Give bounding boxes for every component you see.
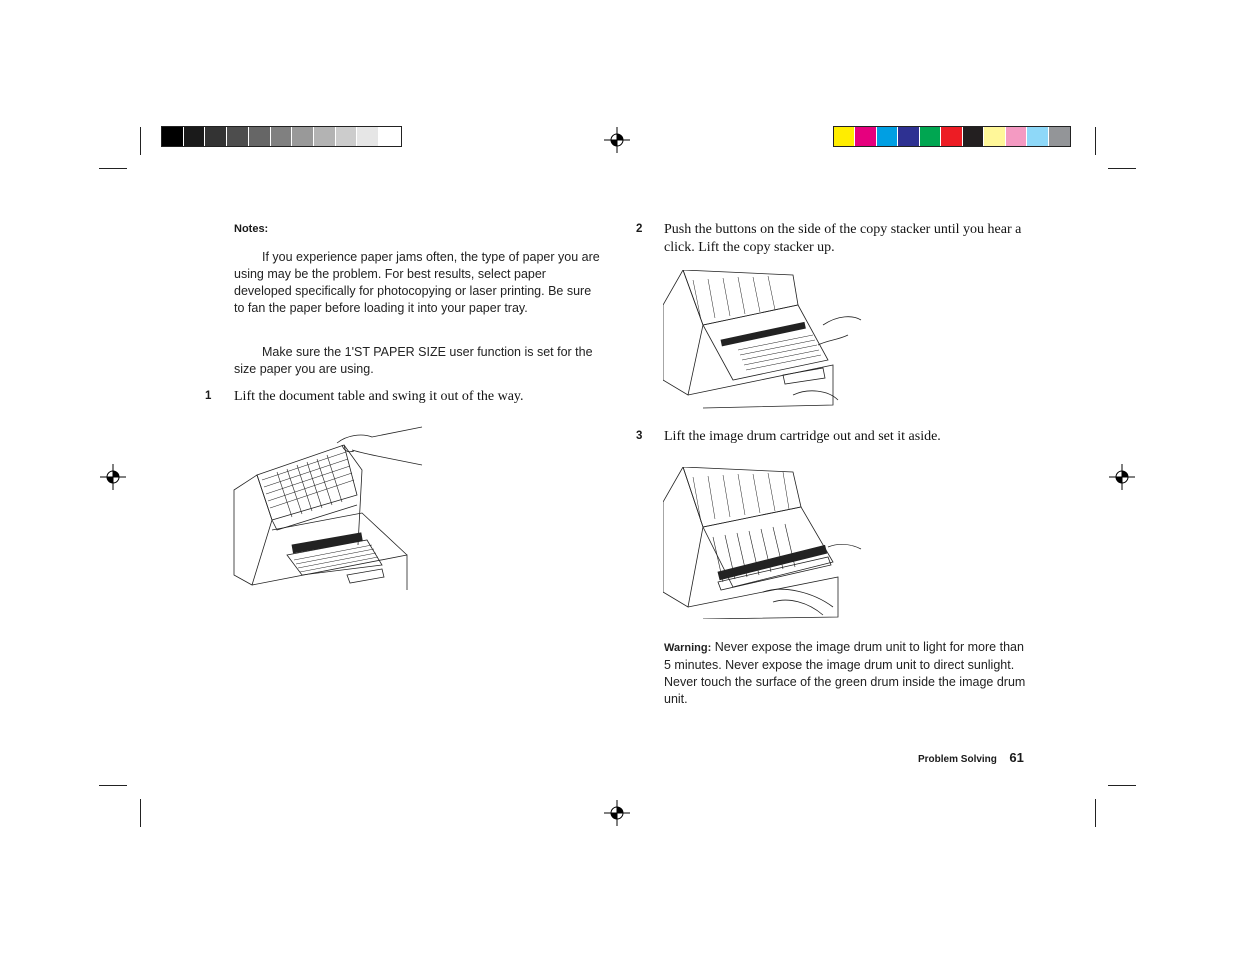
- gray-swatch: [357, 127, 379, 146]
- crop-mark-top-right-h: [1108, 168, 1136, 169]
- notes-heading: Notes:: [234, 223, 269, 235]
- crop-mark-bottom-right-h: [1108, 785, 1136, 786]
- note-paragraph-1: If you experience paper jams often, the type of paper you are using may be the problem. For best results, select paper developed specifically for photocopying or laser printing. Be sure to fan the paper before loading it into your paper tray.: [234, 250, 600, 315]
- color-swatch: [834, 127, 855, 146]
- color-swatch: [877, 127, 898, 146]
- crop-mark-bottom-left-h: [99, 785, 127, 786]
- color-swatch: [941, 127, 962, 146]
- color-swatch: [855, 127, 876, 146]
- step-1-number: 1: [205, 390, 212, 402]
- gray-swatch: [227, 127, 249, 146]
- crop-mark-top-right-v: [1095, 127, 1096, 155]
- registration-mark-icon: [100, 464, 126, 490]
- note-paragraph-2: Make sure the 1'ST PAPER SIZE user function is set for the size paper you are using.: [234, 345, 593, 376]
- gray-swatch: [271, 127, 293, 146]
- warning-block: [664, 639, 1032, 708]
- color-swatch: [1006, 127, 1027, 146]
- crop-mark-bottom-right-v: [1095, 799, 1096, 827]
- color-calibration-bar: [833, 126, 1071, 147]
- step-2-text: Push the buttons on the side of the copy stacker until you hear a click. Lift the copy stacker up.: [664, 222, 1022, 255]
- gray-swatch: [314, 127, 336, 146]
- printer-image-drum-illustration: [663, 467, 863, 619]
- registration-mark-icon: [604, 127, 630, 153]
- gray-swatch: [379, 127, 401, 146]
- printer-copy-stacker-illustration: [663, 270, 863, 410]
- color-swatch: [898, 127, 919, 146]
- gray-swatch: [162, 127, 184, 146]
- gray-swatch: [249, 127, 271, 146]
- registration-mark-icon: [604, 800, 630, 826]
- page-number: 61: [1009, 750, 1024, 765]
- warning-label: Warning:: [664, 642, 712, 654]
- crop-mark-top-left-v: [140, 127, 141, 155]
- warning-text: Never expose the image drum unit to light for more than 5 minutes. Never expose the image drum unit to direct sunlight. Never touch the surface of the green drum inside the image drum unit.: [664, 640, 1026, 706]
- printer-document-table-illustration: [232, 425, 424, 591]
- step-2-number: 2: [636, 223, 643, 235]
- color-swatch: [1027, 127, 1048, 146]
- gray-swatch: [336, 127, 358, 146]
- step-3-number: 3: [636, 430, 643, 442]
- grayscale-calibration-bar: [161, 126, 402, 147]
- crop-mark-bottom-left-v: [140, 799, 141, 827]
- footer-section-title: Problem Solving: [918, 754, 997, 765]
- crop-mark-top-left-h: [99, 168, 127, 169]
- step-3-text: Lift the image drum cartridge out and set it aside.: [664, 429, 941, 444]
- registration-mark-icon: [1109, 464, 1135, 490]
- gray-swatch: [205, 127, 227, 146]
- color-swatch: [963, 127, 984, 146]
- step-1-text: Lift the document table and swing it out of the way.: [234, 389, 524, 404]
- color-swatch: [984, 127, 1005, 146]
- page-footer: [918, 749, 1024, 767]
- gray-swatch: [184, 127, 206, 146]
- color-swatch: [1049, 127, 1070, 146]
- gray-swatch: [292, 127, 314, 146]
- color-swatch: [920, 127, 941, 146]
